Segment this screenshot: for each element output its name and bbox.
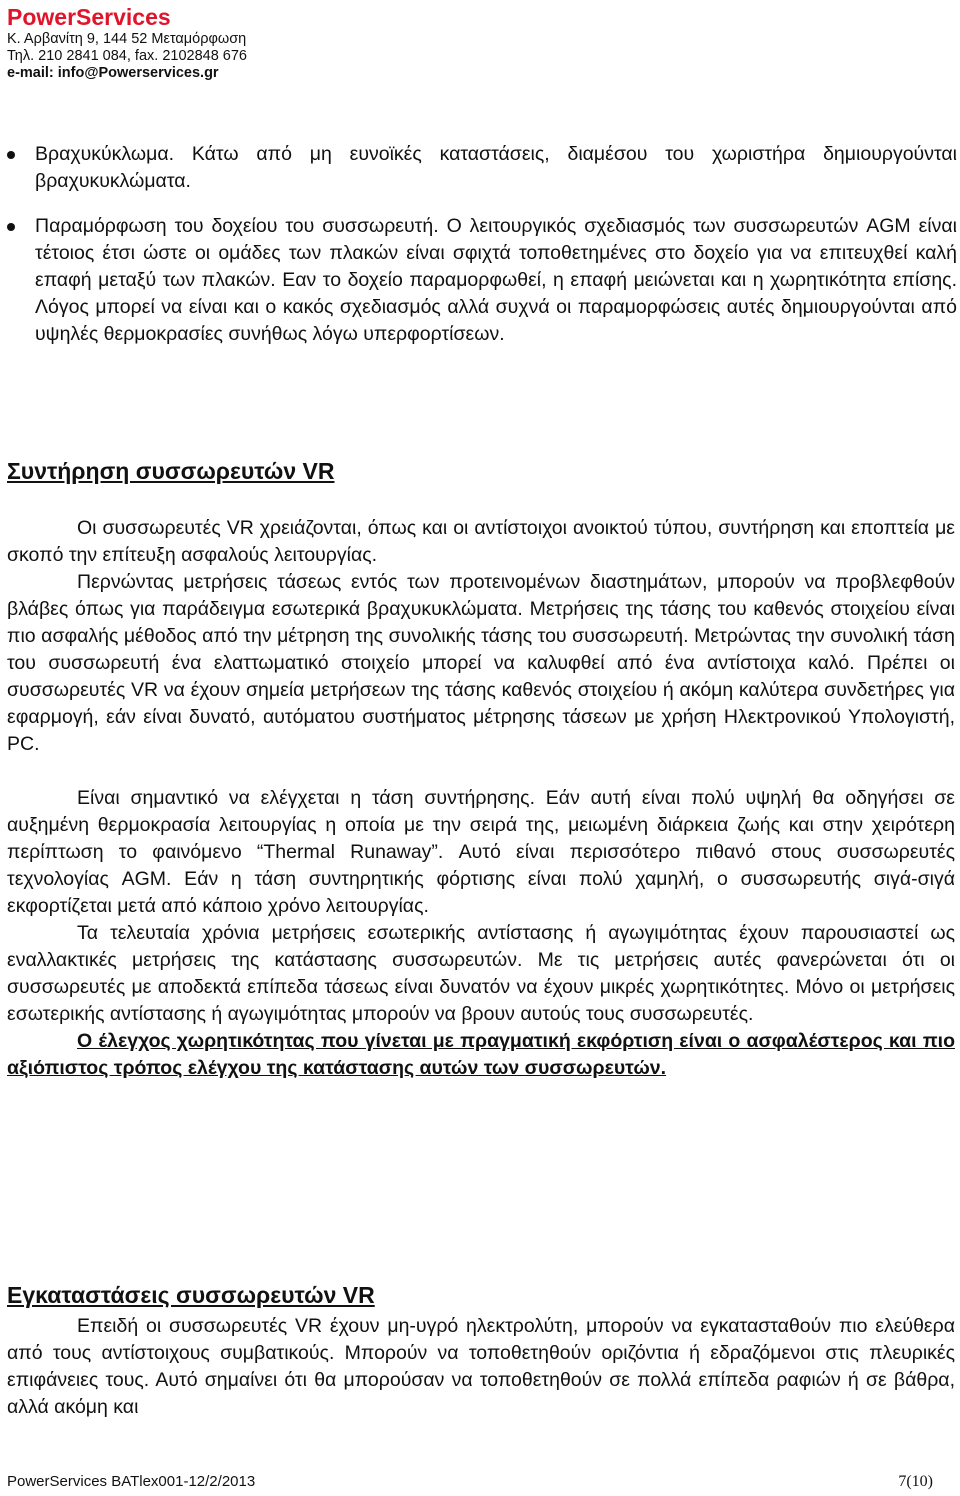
company-phone: Τηλ. 210 2841 084, fax. 2102848 676 (7, 48, 247, 64)
letterhead (7, 3, 247, 82)
capacity-test-callout: Ο έλεγχος χωρητικότητας που γίνεται με πραγματική εκφόρτιση είναι ο ασφαλέστερος και πιο αξιόπιστος τρόπος ελέγχου της κατάστασης αυτών των συσσωρευτών. (7, 1030, 955, 1079)
footer-page-number: 7(10) (898, 1473, 933, 1490)
list-item-text: Παραμόρφωση του δοχείου του συσσωρευτή. Ο λειτουργικός σχεδιασμός των συσσωρευτών AGM είναι τέτοιος έτσι ώστε οι ομάδες των πλακών είναι σφιχτά τοποθετημένες στο δοχείο για να επιτευχθεί καλή επαφή μεταξύ των πλακών. Εαν το δοχείο παραμορφωθεί, η επαφή μειώνεται και η χωρητικότητα επίσης. Λόγος μπορεί να είναι και ο κακός σχεδιασμός αλλά συχνά οι παραμορφώσεις αυτές δημιουργούνται από υψηλές θερμοκρασίες συνήθως λόγω υπερφορτίσεων. (35, 215, 957, 345)
failure-modes-list (7, 141, 957, 366)
installation-body (7, 1313, 955, 1421)
paragraph: Είναι σημαντικό να ελέγχεται η τάση συντήρησης. Εάν αυτή είναι πολύ υψηλή θα οδηγήσει σε αυξημένη θερμοκρασία λειτουργίας η οποία με την σειρά της, μειωμένη διάρκεια ζωής και στην χειρότερη περίπτωση το φαινόμενο “Thermal Runaway”. Αυτό είναι περισσότερο πιθανό στους συσσωρευτές τεχνολογίας AGM. Εάν η τάση συντηρητικής φόρτισης είναι πολύ χαμηλή, ο συσσωρευτής σιγά-σιγά εκφορτίζεται μετά από κάποιο χρόνο λειτουργίας. (7, 787, 955, 917)
page-footer (7, 1472, 933, 1492)
paragraph: Οι συσσωρευτές VR χρειάζονται, όπως και οι αντίστοιχοι ανοικτού τύπου, συντήρηση και εποπτεία με σκοπό την επίτευξη ασφαλούς λειτουργίας. (7, 517, 955, 566)
paragraph: Περνώντας μετρήσεις τάσεως εντός των προτεινομένων διαστημάτων, μπορούν να προβλεφθούν βλάβες όπως για παράδειγμα εσωτερικά βραχυκυκλώματα. Μετρήσεις της τάσης του καθενός στοιχείου είναι πιο ασφαλής μέθοδος από την μέτρηση της συνολικής τάσης του συσσωρευτή. Μετρώντας την συνολική τάση του συσσωρευτή ένα ελαττωματικό στοιχείο μπορεί να καλυφθεί από ένα αντίστοιχα καλό. Πρέπει οι συσσωρευτές VR να έχουν σημεία μετρήσεων της τάσης καθενός στοιχείου ή ακόμη καλύτερα συνδετήρες για εφαρμογή, εάν είναι δυνατό, αυτόματου συστήματος μέτρησης τάσεων με χρήση Ηλεκτρονικού Υπολογιστή, PC. (7, 571, 955, 755)
company-email: e-mail: info@Powerservices.gr (7, 65, 219, 81)
company-brand: PowerServices (7, 4, 171, 30)
list-item (7, 141, 957, 195)
list-item-text: Βραχυκύκλωμα. Κάτω από μη ευνοϊκές καταστάσεις, διαμέσου του χωριστήρα δημιουργούνται βραχυκυκλώματα. (35, 143, 957, 192)
maintenance-body (7, 515, 955, 1082)
bullet-icon (7, 223, 15, 231)
company-address: Κ. Αρβανίτη 9, 144 52 Μεταμόρφωση (7, 31, 247, 47)
paragraph: Επειδή οι συσσωρευτές VR έχουν μη-υγρό ηλεκτρολύτη, μπορούν να εγκατασταθούν πιο ελεύθερα από τους αντίστοιχους συμβατικούς. Μπορούν να τοποθετηθούν οριζόντια ή εδραζόμενοι στις πλευρικές επιφάνειες τους. Αυτό σημαίνει ότι θα μπορούσαν να τοποθετηθούν σε πολλά επίπεδα ραφιών ή σε βάθρα, αλλά ακόμη και (7, 1315, 955, 1418)
footer-doc-id: PowerServices BATlex001-12/2/2013 (7, 1473, 256, 1490)
bullet-icon (7, 151, 15, 159)
section-heading-maintenance: Συντήρηση συσσωρευτών VR (7, 458, 335, 484)
list-item (7, 213, 957, 348)
paragraph: Τα τελευταία χρόνια μετρήσεις εσωτερικής αντίστασης ή αγωγιμότητας έχουν παρουσιαστεί ως εναλλακτικές μετρήσεις της κατάστασης συσσωρευτών. Με τις μετρήσεις αυτές φανερώνεται ότι οι συσσωρευτές με αποδεκτά επίπεδα τάσεως είναι δυνατόν να έχουν μικρές χωρητικότητες. Μόνο οι μετρήσεις εσωτερικής αντίστασης ή αγωγιμότητας μπορούν να βρουν αυτούς τους συσσωρευτές. (7, 922, 955, 1025)
section-heading-installation: Εγκαταστάσεις συσσωρευτών VR (7, 1282, 375, 1308)
